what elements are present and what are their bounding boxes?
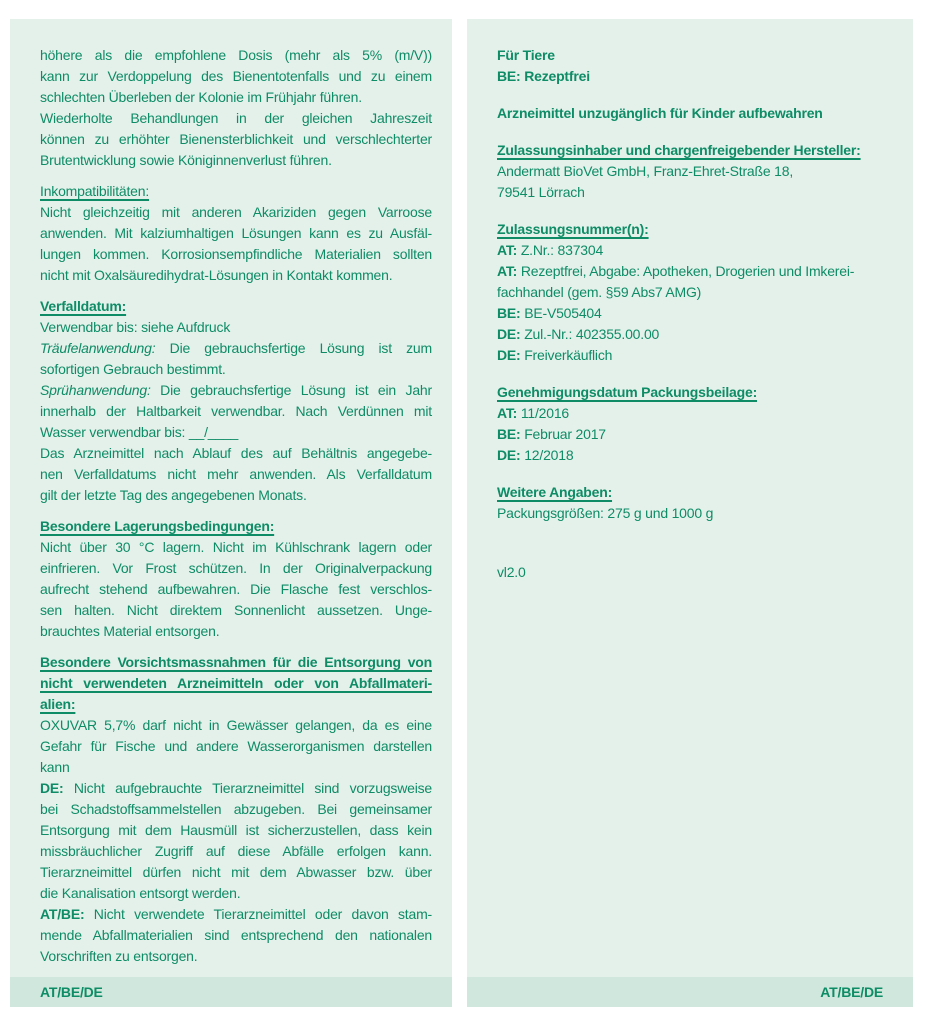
text-segment: DE: bbox=[497, 347, 521, 363]
text-line bbox=[40, 558, 432, 579]
text-line bbox=[497, 482, 893, 503]
text-segment: BE: bbox=[497, 305, 521, 321]
text-line bbox=[40, 401, 432, 422]
text-segment: DE: bbox=[497, 326, 521, 342]
text-line bbox=[497, 503, 893, 524]
text-segment: Nicht verwendete Tierarzneimittel oder davon stam- bbox=[84, 906, 432, 922]
text-segment: AT: bbox=[497, 263, 518, 279]
text-segment: können zu erhöhter Bienensterblichkeit und verschlechterter bbox=[40, 131, 432, 147]
dose-warning-paragraph bbox=[40, 45, 432, 171]
text-line bbox=[40, 904, 432, 925]
text-segment: Sprühanwendung: bbox=[40, 382, 151, 398]
authorisation-numbers-section bbox=[497, 219, 893, 366]
text-line bbox=[40, 181, 432, 202]
text-line bbox=[40, 736, 432, 757]
text-segment: lungen kommen. Korrosionsempfindliche Materialien sollten bbox=[40, 246, 432, 262]
text-segment: 11/2016 bbox=[517, 405, 569, 421]
text-line bbox=[40, 317, 432, 338]
text-segment: OXUVAR 5,7% darf nicht in Gewässer gelangen, da es eine bbox=[40, 717, 432, 733]
text-segment: nen Verfalldatums nicht mehr anwenden. Als Verfalldatum bbox=[40, 466, 432, 482]
text-segment: Träufelanwendung: bbox=[40, 340, 156, 356]
text-segment: kann zur Verdoppelung des Bienentotenfalls und zu einem bbox=[40, 68, 432, 84]
text-segment: 79541 Lörrach bbox=[497, 184, 585, 200]
text-line bbox=[40, 516, 432, 537]
text-line bbox=[40, 380, 432, 401]
text-segment: einfrieren. Vor Frost schützen. In der Originalverpackung bbox=[40, 560, 432, 576]
storage-conditions-section bbox=[40, 516, 432, 642]
text-line bbox=[40, 600, 432, 621]
text-line bbox=[40, 265, 432, 286]
text-line bbox=[40, 883, 432, 904]
text-line bbox=[497, 182, 893, 203]
text-segment: AT: bbox=[497, 242, 518, 258]
text-segment: Freiverkäuflich bbox=[520, 347, 613, 363]
text-segment: mende Abfallmaterialien sind entsprechend den nationalen bbox=[40, 927, 432, 943]
text-segment: höhere als die empfohlene Dosis (mehr als 5% (m/V)) bbox=[40, 47, 432, 63]
text-line bbox=[40, 244, 432, 265]
text-segment: Arzneimittel unzugänglich für Kinder aufbewahren bbox=[497, 105, 823, 121]
authorisation-holder-section bbox=[497, 140, 893, 203]
text-line bbox=[40, 925, 432, 946]
text-segment: Inkompatibilitäten: bbox=[40, 183, 150, 199]
text-line bbox=[40, 579, 432, 600]
text-segment: anwenden. Mit kalziumhaltigen Lösungen kann es zu Ausfäl- bbox=[40, 225, 432, 241]
text-line bbox=[40, 757, 432, 778]
text-segment: schlechten Überleben der Kolonie im Frühjahr führen. bbox=[40, 89, 362, 105]
text-segment: Entsorgung mit dem Hausmüll ist sicherzustellen, dass kein bbox=[40, 822, 432, 838]
text-segment: missbräuchlicher Zugriff auf diese Abfälle erfolgen kann. bbox=[40, 843, 432, 859]
leaflet-page-right bbox=[467, 19, 913, 1007]
text-segment: Weitere Angaben: bbox=[497, 484, 613, 500]
text-line bbox=[40, 422, 432, 443]
text-segment: DE: bbox=[40, 780, 64, 796]
text-segment: Genehmigungsdatum Packungsbeilage: bbox=[497, 384, 758, 400]
text-line bbox=[497, 424, 893, 445]
text-line bbox=[40, 694, 432, 715]
text-segment: 12/2018 bbox=[520, 447, 574, 463]
text-line bbox=[497, 324, 893, 345]
leaflet-page-right-content bbox=[467, 19, 913, 583]
text-line bbox=[40, 537, 432, 558]
text-segment: Gefahr für Fische und andere Wasserorganismen darstellen bbox=[40, 738, 432, 754]
text-line bbox=[497, 45, 893, 66]
text-line bbox=[40, 485, 432, 506]
text-line bbox=[497, 382, 893, 403]
text-line bbox=[497, 261, 893, 282]
text-line bbox=[40, 799, 432, 820]
expiry-date-section bbox=[40, 296, 432, 506]
text-line bbox=[40, 129, 432, 150]
text-segment: DE: bbox=[497, 447, 521, 463]
text-segment: Nicht aufgebrauchte Tierarzneimittel sind vorzugsweise bbox=[63, 780, 432, 796]
text-line bbox=[497, 140, 893, 161]
text-line bbox=[40, 338, 432, 359]
text-line bbox=[40, 862, 432, 883]
text-segment: Z.Nr.: 837304 bbox=[517, 242, 604, 258]
text-segment: Zul.-Nr.: 402355.00.00 bbox=[520, 326, 660, 342]
text-line bbox=[497, 103, 893, 124]
text-segment: BE: Rezeptfrei bbox=[497, 68, 590, 84]
text-line bbox=[497, 282, 893, 303]
text-segment: Zulassungsinhaber und chargenfreigebender Hersteller: bbox=[497, 142, 861, 158]
text-line bbox=[40, 464, 432, 485]
text-segment: bei Schadstoffsammelstellen abzugeben. Bei gemeinsamer bbox=[40, 801, 432, 817]
text-segment: innerhalb der Haltbarkeit verwendbar. Nach Verdünnen mit bbox=[40, 403, 432, 419]
text-line bbox=[40, 66, 432, 87]
text-line bbox=[40, 150, 432, 171]
text-segment: brauchtes Material entsorgen. bbox=[40, 623, 220, 639]
text-line bbox=[40, 87, 432, 108]
text-line bbox=[40, 946, 432, 967]
text-segment: Für Tiere bbox=[497, 47, 555, 63]
version-label bbox=[497, 562, 893, 583]
text-segment: sofortigen Gebrauch bestimmt. bbox=[40, 361, 226, 377]
text-segment: Brutentwicklung sowie Königinnenverlust führen. bbox=[40, 152, 332, 168]
text-segment: aufrecht stehend aufbewahren. Die Flasche fest verschlos- bbox=[40, 581, 432, 597]
text-segment: Nicht über 30 °C lagern. Nicht im Kühlschrank lagern oder bbox=[40, 539, 432, 555]
text-segment: nicht verwendeten Arzneimitteln oder von Abfallmateri- bbox=[40, 675, 432, 691]
leaflet-page-left bbox=[10, 19, 452, 1007]
text-segment: BE: bbox=[497, 426, 521, 442]
disposal-section bbox=[40, 652, 432, 967]
text-line bbox=[40, 359, 432, 380]
text-segment: Packungsgrößen: 275 g und 1000 g bbox=[497, 505, 714, 521]
text-line bbox=[497, 345, 893, 366]
text-segment: BE-V505404 bbox=[520, 305, 602, 321]
text-segment: Verfalldatum: bbox=[40, 298, 127, 314]
text-line bbox=[40, 223, 432, 244]
footer-bar-left bbox=[10, 977, 452, 1007]
country-codes-label: AT/BE/DE bbox=[820, 984, 883, 1000]
text-segment: Andermatt BioVet GmbH, Franz-Ehret-Straße 18, bbox=[497, 163, 794, 179]
additional-info-section bbox=[497, 482, 893, 524]
text-segment: Zulassungsnummer(n): bbox=[497, 221, 649, 237]
text-line bbox=[40, 443, 432, 464]
text-line bbox=[497, 445, 893, 466]
text-segment: Die gebrauchsfertige Lösung ist ein Jahr bbox=[150, 382, 432, 398]
text-line bbox=[497, 562, 893, 583]
text-segment: Tierarzneimittel dürfen nicht mit dem Abwasser bzw. über bbox=[40, 864, 432, 880]
text-segment: vl2.0 bbox=[497, 564, 526, 580]
text-segment: Vorschriften zu entsorgen. bbox=[40, 948, 198, 964]
text-segment: alien: bbox=[40, 696, 76, 712]
text-segment: Wiederholte Behandlungen in der gleichen Jahreszeit bbox=[40, 110, 432, 126]
text-segment: kann bbox=[40, 759, 70, 775]
text-line bbox=[497, 403, 893, 424]
species-and-status bbox=[497, 45, 893, 87]
footer-bar-right bbox=[467, 977, 913, 1007]
text-segment: sen halten. Nicht direktem Sonnenlicht aussetzen. Unge- bbox=[40, 602, 432, 618]
text-segment: gilt der letzte Tag des angegebenen Monats. bbox=[40, 487, 307, 503]
leaflet-page-left-content bbox=[10, 19, 452, 967]
text-line bbox=[40, 652, 432, 673]
text-line bbox=[40, 715, 432, 736]
text-line bbox=[497, 161, 893, 182]
text-segment: Besondere Vorsichtsmassnahmen für die Entsorgung von bbox=[40, 654, 432, 670]
text-segment: AT/BE: bbox=[40, 906, 85, 922]
text-segment: Das Arzneimittel nach Ablauf des auf Behältnis angegebe- bbox=[40, 445, 432, 461]
text-line bbox=[40, 296, 432, 317]
text-segment: Nicht gleichzeitig mit anderen Akariziden gegen Varroose bbox=[40, 204, 432, 220]
text-line bbox=[40, 778, 432, 799]
text-segment: Wasser verwendbar bis: __/____ bbox=[40, 424, 239, 440]
text-line bbox=[40, 841, 432, 862]
text-line bbox=[40, 108, 432, 129]
incompatibilities-section bbox=[40, 181, 432, 286]
text-line bbox=[497, 66, 893, 87]
child-safety-warning bbox=[497, 103, 893, 124]
text-line bbox=[40, 202, 432, 223]
text-line bbox=[497, 219, 893, 240]
text-line bbox=[40, 820, 432, 841]
text-segment: die Kanalisation entsorgt werden. bbox=[40, 885, 241, 901]
text-segment: Rezeptfrei, Abgabe: Apotheken, Drogerien und Imkerei- bbox=[517, 263, 855, 279]
approval-dates-section bbox=[497, 382, 893, 466]
country-codes-label: AT/BE/DE bbox=[40, 984, 103, 1000]
text-line bbox=[497, 240, 893, 261]
text-line bbox=[497, 303, 893, 324]
text-line bbox=[40, 673, 432, 694]
text-line bbox=[40, 45, 432, 66]
text-segment: fachhandel (gem. §59 Abs7 AMG) bbox=[497, 284, 702, 300]
text-segment: AT: bbox=[497, 405, 518, 421]
text-segment: Besondere Lagerungsbedingungen: bbox=[40, 518, 275, 534]
text-segment: Verwendbar bis: siehe Aufdruck bbox=[40, 319, 231, 335]
text-segment: nicht mit Oxalsäuredihydrat-Lösungen in Kontakt kommen. bbox=[40, 267, 393, 283]
text-line bbox=[40, 621, 432, 642]
text-segment: Februar 2017 bbox=[520, 426, 606, 442]
text-segment: Die gebrauchsfertige Lösung ist zum bbox=[155, 340, 432, 356]
